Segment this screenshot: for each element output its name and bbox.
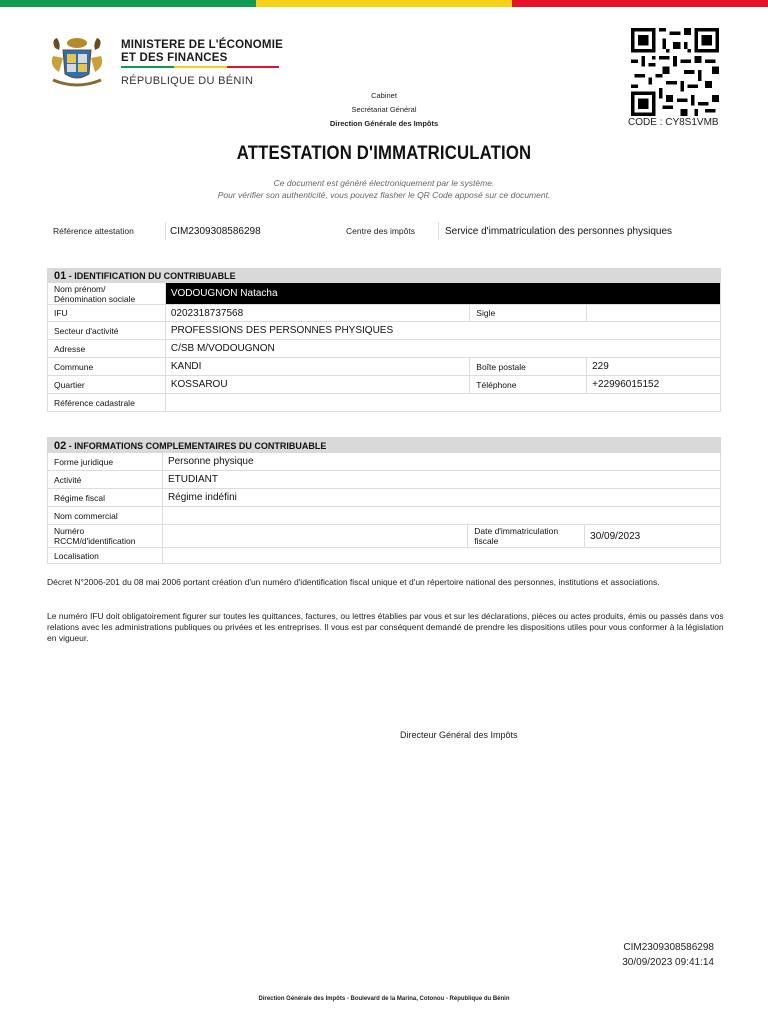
table-row — [48, 489, 721, 507]
table-row — [48, 394, 721, 412]
section1-number: 01 — [54, 270, 67, 282]
qr-code-label: CODE : CY8S1VMB — [628, 117, 719, 128]
po-box-label: Boîte postale — [470, 358, 587, 376]
reference-separator — [165, 222, 166, 240]
cadastre-value — [165, 394, 720, 412]
table-row — [48, 376, 721, 394]
ifu-label: IFU — [48, 305, 166, 322]
table-row — [48, 471, 721, 489]
table-row — [48, 305, 721, 322]
coat-of-arms-logo — [47, 34, 107, 92]
activity-value: ETUDIANT — [162, 471, 720, 489]
direction-label: Direction Générale des Impôts — [329, 119, 439, 128]
table-row — [48, 548, 721, 564]
electronic-note: Ce document est généré électroniquement par le système. — [273, 178, 495, 188]
reference-label: Référence attestation — [53, 226, 134, 236]
reference-value: CIM2309308586298 — [170, 226, 261, 237]
location-label: Localisation — [48, 548, 163, 564]
republic-name: RÉPUBLIQUE DU BÉNIN — [121, 75, 254, 87]
section2-title: - INFORMATIONS COMPLEMENTAIRES DU CONTRIBUABLE — [66, 440, 327, 451]
qr-code-image — [628, 28, 722, 116]
ministry-line2: ET DES FINANCES — [121, 52, 228, 64]
tax-centre-label: Centre des impôts — [346, 226, 415, 236]
name-value: VODOUGNON Natacha — [165, 283, 720, 305]
table-row — [48, 340, 721, 358]
rccm-value — [162, 525, 467, 548]
flag-band-red — [512, 0, 768, 7]
cadastre-label: Référence cadastrale — [48, 394, 166, 412]
name-label: Nom prénom/ Dénomination sociale — [48, 283, 166, 305]
section1-heading — [48, 269, 721, 283]
po-box-value: 229 — [587, 358, 721, 376]
ifu-value: 0202318737568 — [165, 305, 469, 322]
registration-date-label: Date d'immatriculation fiscale — [468, 525, 585, 548]
phone-label: Téléphone — [470, 376, 587, 394]
complementary-info-table — [47, 437, 721, 564]
table-row — [48, 283, 721, 305]
sector-value: PROFESSIONS DES PERSONNES PHYSIQUES — [165, 322, 720, 340]
cabinet-label: Cabinet — [371, 91, 397, 100]
tax-centre-value: Service d'immatriculation des personnes physiques — [445, 226, 673, 237]
section1-title: - IDENTIFICATION DU CONTRIBUABLE — [66, 271, 236, 281]
table-row — [48, 507, 721, 525]
divider-red — [227, 66, 279, 68]
tax-regime-value: Régime indéfini — [162, 489, 720, 507]
sector-label: Secteur d'activité — [48, 322, 166, 340]
table-row — [48, 525, 721, 548]
address-label: Adresse — [48, 340, 166, 358]
ifu-notice-paragraph: Le numéro IFU doit obligatoirement figurer sur toutes les quittances, factures, ou lettres établies par vous et sur les déclarations, pièces ou actes produits, émis ou passés dans vos relations avec les administrations publiques ou privées et les entreprises. Il vous est par conséquent demandé de prendre les dispositions utiles pour vous conformer à la législation en vigueur. — [47, 611, 724, 643]
section-header — [48, 438, 721, 453]
district-label: Quartier — [48, 376, 166, 394]
centre-separator — [438, 222, 439, 240]
sigle-value — [587, 305, 721, 322]
commune-value: KANDI — [165, 358, 469, 376]
flag-band-green — [0, 0, 256, 7]
footer-timestamp: 30/09/2023 09:41:14 — [622, 957, 714, 968]
legal-form-label: Forme juridique — [48, 453, 163, 471]
trade-name-label: Nom commercial — [48, 507, 163, 525]
footer-reference: CIM2309308586298 — [623, 942, 714, 953]
legal-form-value: Personne physique — [162, 453, 720, 471]
secretariat-label: Secrétariat Général — [351, 105, 417, 114]
divider-yellow — [174, 66, 227, 68]
rccm-label: Numéro RCCM/d'identification — [48, 525, 163, 548]
district-value: KOSSAROU — [165, 376, 469, 394]
section2-heading — [48, 438, 721, 453]
ministry-line1: MINISTERE DE L'ÉCONOMIE — [121, 39, 283, 51]
phone-value: +22996015152 — [587, 376, 721, 394]
verification-note: Pour vérifier son authenticité, vous pouvez flasher le QR Code apposé sur ce document. — [217, 190, 551, 200]
decree-paragraph: Décret N°2006-201 du 08 mai 2006 portant création d'un numéro d'identification fiscal unique et d'un répertoire national des personnes, institutions et associations. — [47, 577, 660, 587]
address-value: C/SB M/VODOUGNON — [165, 340, 720, 358]
divider-green — [121, 66, 174, 68]
identification-table — [47, 268, 721, 412]
section-header — [48, 269, 721, 283]
registration-date-value: 30/09/2023 — [585, 525, 721, 548]
sigle-label: Sigle — [470, 305, 587, 322]
tax-regime-label: Régime fiscal — [48, 489, 163, 507]
activity-label: Activité — [48, 471, 163, 489]
section2-number: 02 — [54, 439, 67, 452]
table-row — [48, 322, 721, 340]
flag-band-yellow — [256, 0, 512, 7]
location-value — [162, 548, 720, 564]
signature-title: Directeur Général des Impôts — [400, 730, 518, 740]
trade-name-value — [162, 507, 720, 525]
footer-address: Direction Générale des Impôts - Boulevard de la Marina, Cotonou - République du Bénin — [258, 996, 510, 1002]
table-row — [48, 453, 721, 471]
table-row — [48, 358, 721, 376]
commune-label: Commune — [48, 358, 166, 376]
ministry-name — [121, 39, 283, 65]
document-title: ATTESTATION D'IMMATRICULATION — [236, 143, 532, 164]
